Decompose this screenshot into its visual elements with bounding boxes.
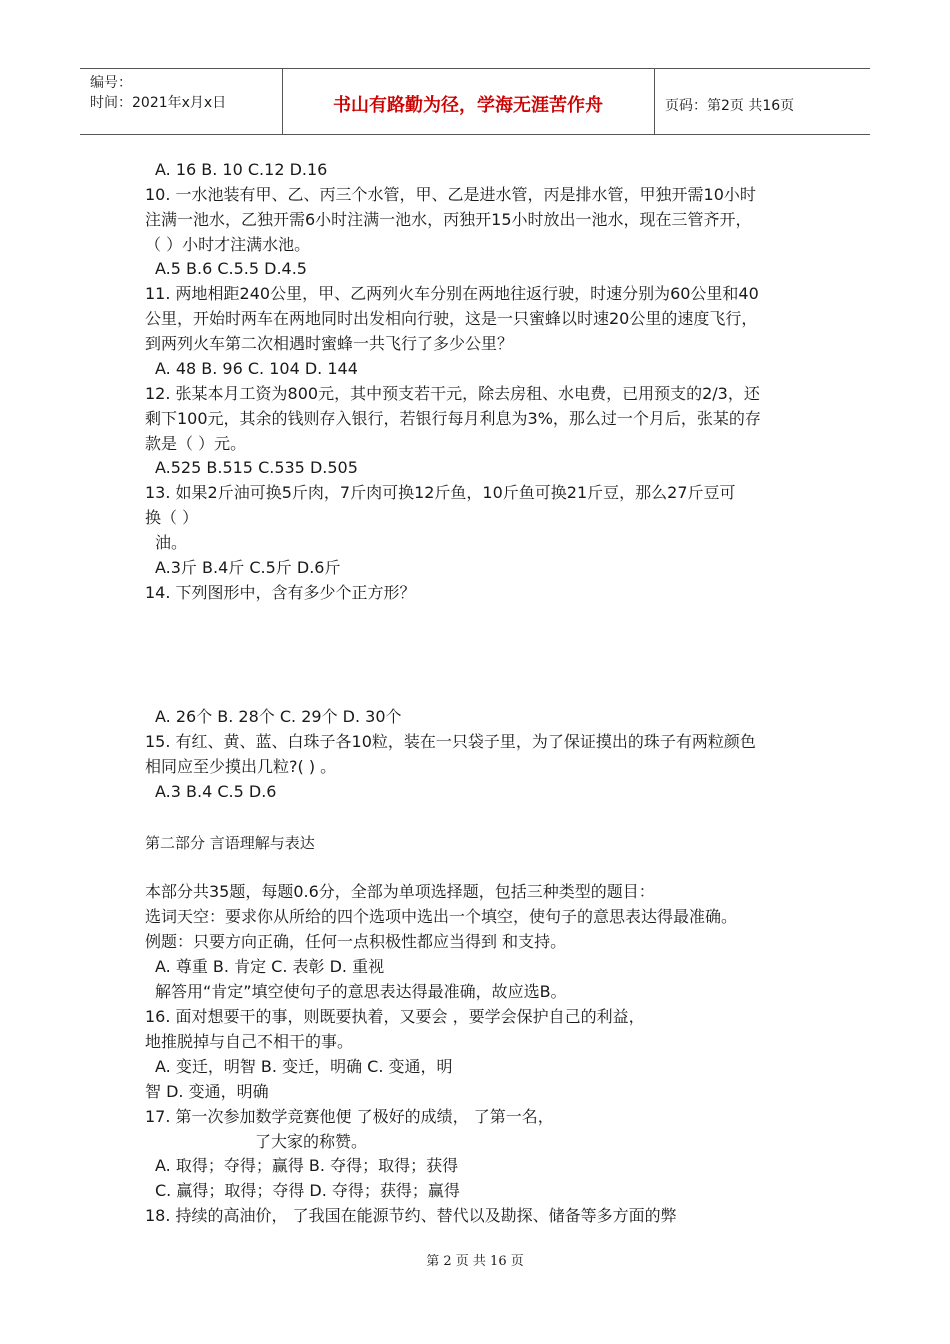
section-intro-line: 本部分共35题，每题0.6分，全部为单项选择题，包括三种类型的题目： <box>145 882 655 901</box>
q11-text-line: 公里，开始时两车在两地同时出发相向行驶，这是一只蜜蜂以时速20公里的速度飞行， <box>145 309 758 328</box>
q14-text-line: 14. 下列图形中，含有多少个正方形？ <box>145 583 416 602</box>
q10-text-line: （ ）小时才注满水池。 <box>145 235 311 254</box>
q12-text-line: 12. 张某本月工资为800元，其中预支若干元，除去房租、水电费，已用预支的2/3，还 <box>145 384 760 403</box>
q13-text-line: 13. 如果2斤油可换5斤肉，7斤肉可换12斤鱼，10斤鱼可换21斤豆，那么27斤豆可 <box>145 483 736 502</box>
q16-options: A. 变迁，明智 B. 变迁，明确 C. 变通，明 <box>155 1057 453 1076</box>
q11-text-line: 到两列火车第二次相遇时蜜蜂一共飞行了多少公里？ <box>145 334 514 353</box>
header-divider-right <box>654 68 655 135</box>
q17-options: A. 取得；夺得；赢得 B. 夺得；取得；获得 <box>155 1156 459 1175</box>
example-options: A. 尊重 B. 肯定 C. 表彰 D. 重视 <box>155 957 385 976</box>
q15-options: A.3 B.4 C.5 D.6 <box>155 782 277 801</box>
q12-text-line: 剩下100元，其余的钱则存入银行，若银行每月利息为3%，那么过一个月后，张某的存 <box>145 409 761 428</box>
header-top-rule <box>80 68 870 69</box>
q10-text-line: 注满一池水，乙独开需6小时注满一池水，丙独开15小时放出一池水，现在三管齐开， <box>145 210 752 229</box>
section-intro-line: 选词天空：要求你从所给的四个选项中选出一个填空，使句子的意思表达得最准确。 <box>145 907 738 926</box>
q16-options: 智 D. 变通，明确 <box>145 1082 269 1101</box>
page-footer: 第 2 页 共 16 页 <box>426 1254 524 1269</box>
q15-text-line: 15. 有红、黄、蓝、白珠子各10粒，装在一只袋子里，为了保证摸出的珠子有两粒颜色 <box>145 732 756 751</box>
header-bottom-rule <box>80 134 870 135</box>
q18-text-line: 18. 持续的高油价， 了我国在能源节约、替代以及勘探、储备等多方面的弊 <box>145 1206 677 1225</box>
q17-text-line: 17. 第一次参加数学竞赛他便 了极好的成绩， 了第一名， <box>145 1107 554 1126</box>
example-text-line: 例题：只要方向正确，任何一点积极性都应当得到 和支持。 <box>145 932 567 951</box>
header-slogan: 书山有路勤为径，学海无涯苦作舟 <box>333 95 603 116</box>
q14-options: A. 26个 B. 28个 C. 29个 D. 30个 <box>155 707 402 726</box>
q11-options: A. 48 B. 96 C. 104 D. 144 <box>155 359 358 378</box>
q17-text-line: 了大家的称赞。 <box>255 1132 368 1151</box>
q13-text-line: 换（ ） <box>145 508 199 527</box>
section-heading: 第二部分 言语理解与表达 <box>145 834 315 852</box>
q16-text-line: 地推脱掉与自己不相干的事。 <box>145 1032 354 1051</box>
q13-text-line: 油。 <box>155 533 188 552</box>
q11-text-line: 11. 两地相距240公里，甲、乙两列火车分别在两地往返行驶，时速分别为60公里和40 <box>145 284 759 303</box>
q16-text-line: 16. 面对想要干的事，则既要执着，又要会 ，要学会保护自己的利益， <box>145 1007 645 1026</box>
q12-text-line: 款是（ ）元。 <box>145 434 247 453</box>
header-page-number: 页码：第2页 共16页 <box>665 98 795 114</box>
q10-options: A.5 B.6 C.5.5 D.4.5 <box>155 259 307 278</box>
q17-options: C. 赢得；取得；夺得 D. 夺得；获得；赢得 <box>155 1181 460 1200</box>
q10-text-line: 10. 一水池装有甲、乙、丙三个水管，甲、乙是进水管，丙是排水管，甲独开需10小时 <box>145 185 756 204</box>
q12-options: A.525 B.515 C.535 D.505 <box>155 458 358 477</box>
example-answer: 解答用“肯定”填空使句子的意思表达得最准确，故应选B。 <box>155 982 567 1001</box>
header-code: 编号： <box>90 75 132 91</box>
header-date: 时间：2021年x月x日 <box>90 95 227 111</box>
q13-options: A.3斤 B.4斤 C.5斤 D.6斤 <box>155 558 341 577</box>
q15-text-line: 相同应至少摸出几粒?( ) 。 <box>145 757 337 776</box>
q9-options: A. 16 B. 10 C.12 D.16 <box>155 160 328 179</box>
